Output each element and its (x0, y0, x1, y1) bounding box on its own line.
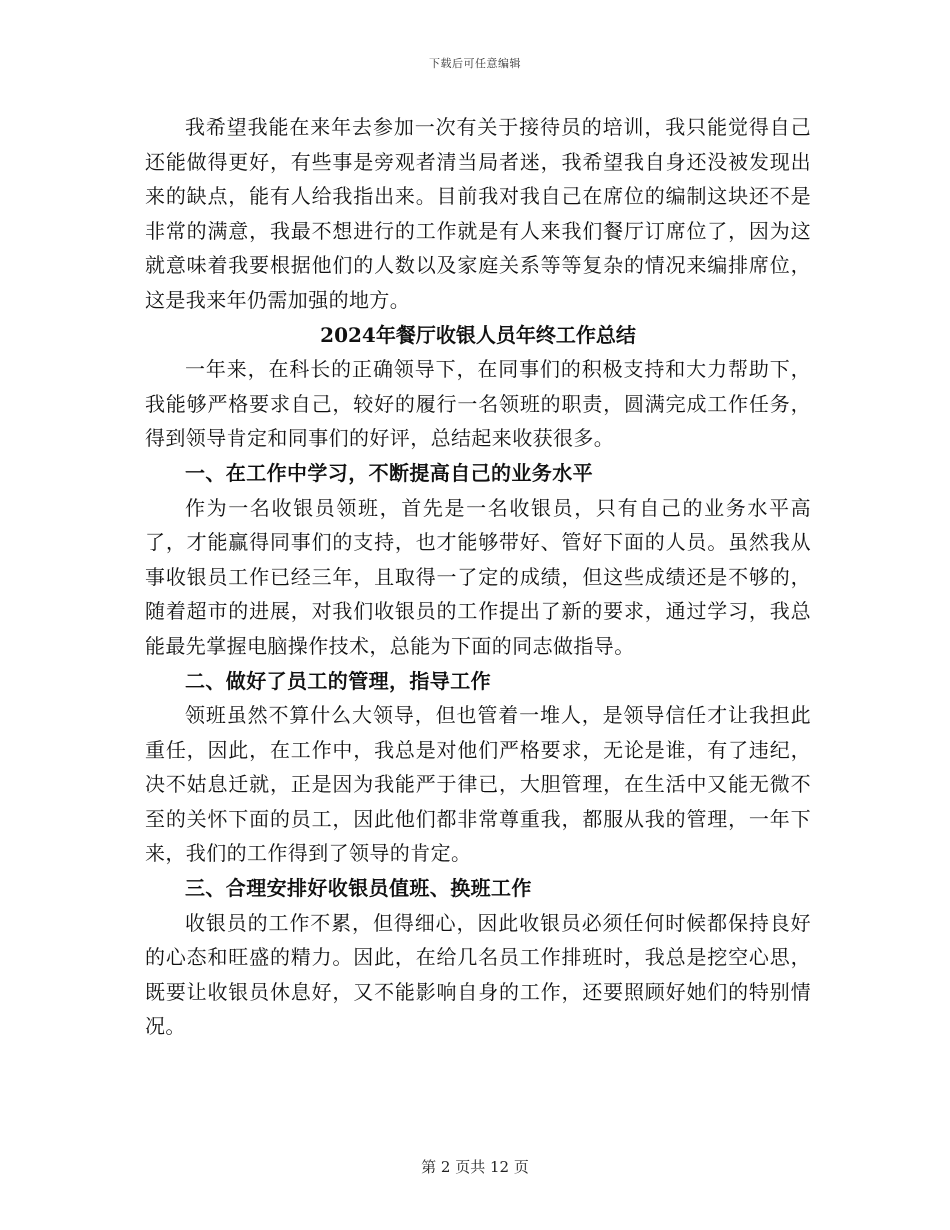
paragraph-training-wish: 我希望我能在来年去参加一次有关于接待员的培训，我只能觉得自己还能做得更好，有些事是旁观者清当局者迷，我希望我自身还没被发现出来的缺点，能有人给我指出来。目前我对我自己在席位的编制这块还不是非常的满意，我最不想进行的工作就是有人来我们餐厅订席位了，因为这就意味着我要根据他们的人数以及家庭关系等等复杂的情况来编排席位，这是我来年仍需加强的地方。 (145, 115, 811, 312)
document-body (145, 110, 811, 1044)
section-heading-1: 一、在工作中学习，不断提高自己的业务水平 (185, 460, 593, 485)
paragraph-intro: 一年来，在科长的正确领导下，在同事们的积极支持和大力帮助下，我能够严格要求自己，较好的履行一名领班的职责，圆满完成工作任务，得到领导肯定和同事们的好评，总结起来收获很多。 (145, 357, 811, 451)
document-title: 2024年餐厅收银人员年终工作总结 (320, 322, 636, 347)
paragraph-section-1: 作为一名收银员领班，首先是一名收银员，只有自己的业务水平高了，才能赢得同事们的支持，也才能够带好、管好下面的人员。虽然我从事收银员工作已经三年，且取得一了定的成绩，但这些成绩还是不够的，随着超市的进展，对我们收银员的工作提出了新的要求，通过学习，我总能最先掌握电脑操作技术，总能为下面的同志做指导。 (145, 495, 811, 658)
section-heading-3: 三、合理安排好收银员值班、换班工作 (185, 876, 532, 901)
page-header: 下载后可任意编辑 (429, 57, 521, 70)
page-footer: 第 2 页共 12 页 (421, 1158, 529, 1176)
section-heading-2: 二、做好了员工的管理，指导工作 (185, 668, 491, 693)
paragraph-section-3: 收银员的工作不累，但得细心，因此收银员必须任何时候都保持良好的心态和旺盛的精力。因此，在给几名员工作排班时，我总是挖空心思，既要让收银员休息好，又不能影响自身的工作，还要照顾好她们的特别情况。 (145, 910, 811, 1039)
paragraph-section-2: 领班虽然不算什么大领导，但也管着一堆人，是领导信任才让我担此重任，因此，在工作中，我总是对他们严格要求，无论是谁，有了违纪，决不姑息迁就，正是因为我能严于律已，大胆管理，在生活中又能无微不至的关怀下面的员工，因此他们都非常尊重我，都服从我的管理，一年下来，我们的工作得到了领导的肯定。 (145, 703, 811, 866)
